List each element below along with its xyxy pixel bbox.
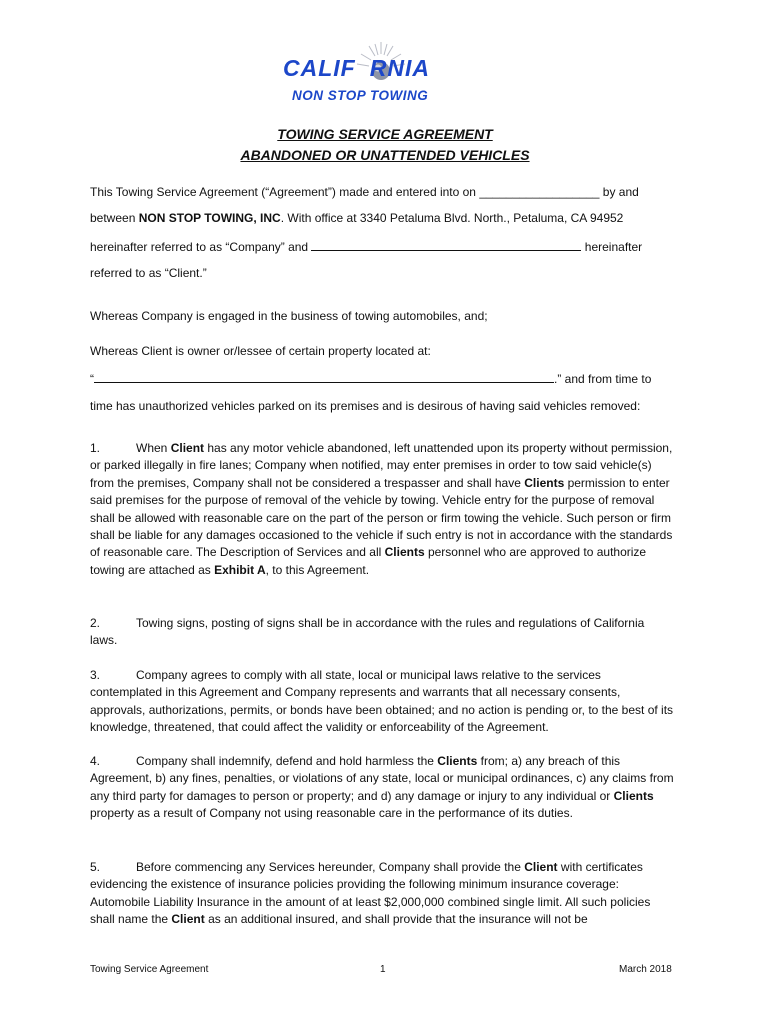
logo-tagline: NON STOP TOWING: [292, 88, 429, 103]
section-text: with certificates evidencing the existence of insurance policies providing the following minimum insurance coverage: Automobile Liability Insurance in the amount of at least $2,000,000 combined single limit. All such policies shall name the: [90, 860, 651, 927]
document-subtitle: ABANDONED OR UNATTENDED VEHICLES: [240, 147, 530, 163]
section-1: [90, 440, 674, 579]
section-4: [90, 753, 674, 823]
section-text: as an additional insured, and shall provide that the insurance will not be: [204, 912, 588, 927]
section-number: 5.: [90, 860, 101, 874]
section-text: has any motor vehicle abandoned, left unattended upon its property without permission, or parked illegally in fire lanes; Company when notified, may enter premises in order to tow said vehicle(s) from the premises, Company shall not be considered a trespasser and shall have: [90, 441, 673, 490]
bold-term: Clients: [524, 475, 565, 490]
section-number: 2.: [90, 616, 101, 630]
intro-line-3: hereinafter referred to as “Company” and hereinafter: [90, 240, 643, 254]
section-text: Company shall indemnify, defend and hold harmless the: [136, 754, 438, 768]
logo-wordmark: CALIF RNIA: [283, 55, 430, 81]
section-text: Towing signs, posting of signs shall be in accordance with the rules and regulations of California laws.: [90, 616, 645, 648]
section-text: from; a) any breach of this Agreement, b) any fines, penalties, or violations of any state, local or municipal ordinances, c) any claims from any third party for damages to person or property; and d) any damage or injury to any individual or: [90, 754, 674, 803]
intro-line-2: between NON STOP TOWING, INC. With office at 3340 Petaluma Blvd. North., Petaluma, CA 94952: [90, 211, 624, 225]
section-text: When: [136, 441, 171, 455]
bold-term: Client: [171, 912, 205, 927]
footer-title: Towing Service Agreement: [90, 964, 209, 975]
whereas-1: Whereas Company is engaged in the business of towing automobiles, and;: [90, 309, 488, 323]
document-title: TOWING SERVICE AGREEMENT: [277, 126, 493, 142]
bold-term: Client: [524, 860, 558, 874]
section-number: 4.: [90, 754, 101, 768]
intro-line-1: This Towing Service Agreement (“Agreement”) made and entered into on __________________ by and: [90, 185, 639, 199]
section-text: property as a result of Company not using reasonable care in the performance of its duties.: [90, 806, 573, 821]
intro-line-4: referred to as “Client.”: [90, 266, 207, 280]
bold-term: Clients: [613, 788, 654, 803]
section-text: personnel who are approved to authorize towing are attached as: [90, 545, 647, 577]
footer-date: March 2018: [619, 964, 672, 975]
section-5: [90, 859, 674, 929]
page-number: 1: [380, 964, 386, 975]
section-text: Before commencing any Services hereunder, Company shall provide the: [136, 860, 525, 874]
whereas-2: Whereas Client is owner or/lessee of certain property located at:: [90, 344, 431, 358]
bold-term: Exhibit A: [214, 562, 266, 577]
company-logo: [283, 40, 483, 108]
property-location-blank[interactable]: [94, 371, 554, 383]
bold-term: Clients: [384, 545, 425, 560]
section-text: permission to enter said premises for the purpose of removal of the vehicle by towing. Vehicle entry for the purpose of removal shall be allowed with reasonable care on the part of the person or firm towing the vehicle. Such person or firm shall be liable for any damages occasioned to the vehicle if such entry is not in accordance with the standards of reasonable care. The Description of Services and all: [90, 475, 673, 560]
bold-term: Clients: [437, 754, 478, 768]
section-number: 3.: [90, 668, 101, 682]
section-text: , to this Agreement.: [265, 562, 370, 577]
location-continuation: time has unauthorized vehicles parked on its premises and is desirous of having said vehicles removed:: [90, 399, 641, 413]
section-2: [90, 615, 674, 650]
section-number: 1.: [90, 441, 101, 455]
section-3: [90, 667, 674, 737]
bold-term: Client: [170, 441, 205, 455]
location-line: “ .” and from time to: [90, 372, 652, 386]
company-name: NON STOP TOWING, INC: [138, 211, 281, 225]
client-name-blank[interactable]: [311, 239, 581, 251]
section-text: Company agrees to comply with all state, local or municipal laws relative to the services contemplated in this Agreement and Company represents and warrants that all necessary consents, approvals, authorizations, permits, or bonds have been obtained; and no action is pending or, to the best of its knowledge, threatened, that could affect the validity or enforceability of the Agreement.: [90, 668, 674, 735]
